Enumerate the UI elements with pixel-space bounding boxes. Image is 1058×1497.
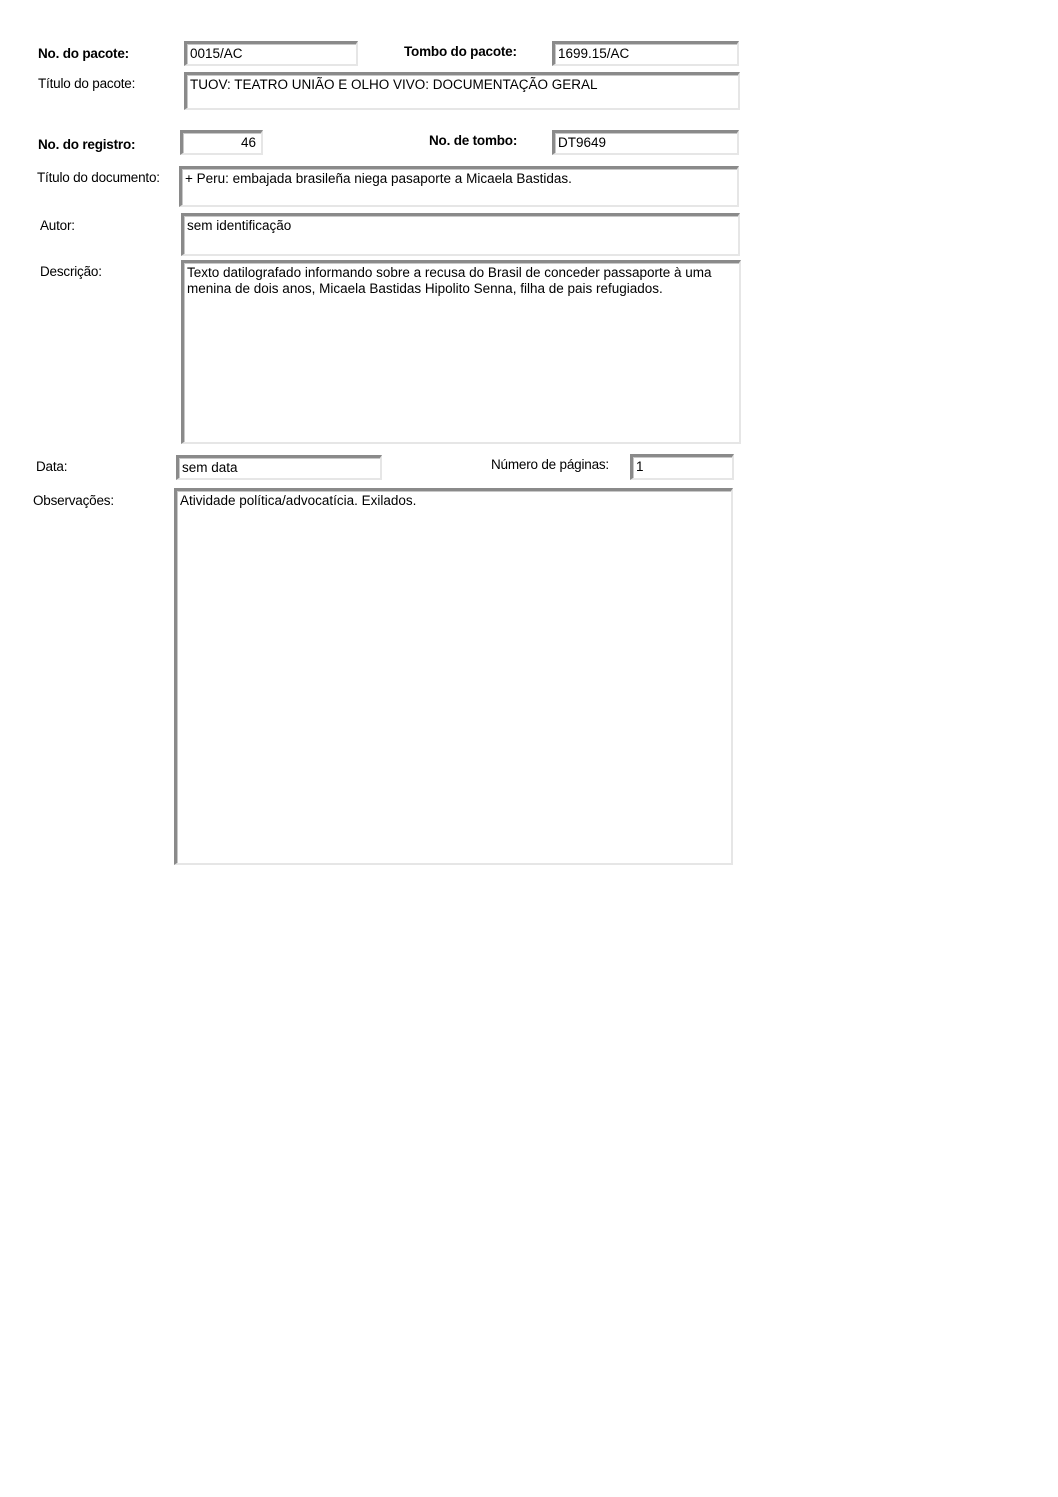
- data-field[interactable]: [176, 455, 382, 480]
- pacote-numero-value: 0015/AC: [190, 46, 243, 61]
- pacote-numero-field[interactable]: [184, 41, 358, 66]
- tombo-pacote-field[interactable]: [552, 41, 739, 66]
- descricao-value: Texto datilografado informando sobre a recusa do Brasil de conceder passaporte à uma menina de dois anos, Micaela Bastidas Hipolito Senna, filha de pais refugiados.: [187, 265, 716, 296]
- tombo-numero-value: DT9649: [558, 135, 607, 150]
- observacoes-label: Observações:: [33, 493, 114, 508]
- data-value: sem data: [182, 460, 238, 475]
- tombo-numero-field[interactable]: [552, 130, 739, 155]
- autor-field[interactable]: [181, 213, 740, 256]
- tombo-pacote-label: Tombo do pacote:: [404, 44, 517, 59]
- tombo-pacote-value: 1699.15/AC: [558, 46, 630, 61]
- titulo-pacote-field[interactable]: [184, 72, 740, 110]
- numero-paginas-value: 1: [636, 459, 644, 474]
- titulo-documento-field[interactable]: [179, 166, 739, 207]
- registro-numero-value: 46: [240, 135, 256, 150]
- titulo-pacote-value: TUOV: TEATRO UNIÃO E OLHO VIVO: DOCUMENTAÇÃO GERAL: [190, 77, 598, 92]
- titulo-documento-value: + Peru: embajada brasileña niega pasaporte a Micaela Bastidas.: [185, 171, 572, 186]
- data-label: Data:: [36, 459, 68, 474]
- observacoes-field[interactable]: [174, 488, 733, 865]
- descricao-field[interactable]: [181, 260, 741, 444]
- titulo-documento-label: Título do documento:: [37, 170, 160, 185]
- autor-value: sem identificação: [187, 218, 292, 233]
- tombo-numero-label: No. de tombo:: [429, 133, 518, 148]
- numero-paginas-label: Número de páginas:: [491, 457, 609, 472]
- autor-label: Autor:: [40, 218, 75, 233]
- pacote-numero-label: No. do pacote:: [38, 46, 129, 61]
- titulo-pacote-label: Título do pacote:: [38, 76, 136, 91]
- numero-paginas-field[interactable]: [630, 454, 734, 480]
- registro-numero-field[interactable]: [180, 130, 263, 155]
- observacoes-value: Atividade política/advocatícia. Exilados.: [180, 493, 417, 508]
- registro-numero-label: No. do registro:: [38, 137, 136, 152]
- descricao-label: Descrição:: [40, 264, 102, 279]
